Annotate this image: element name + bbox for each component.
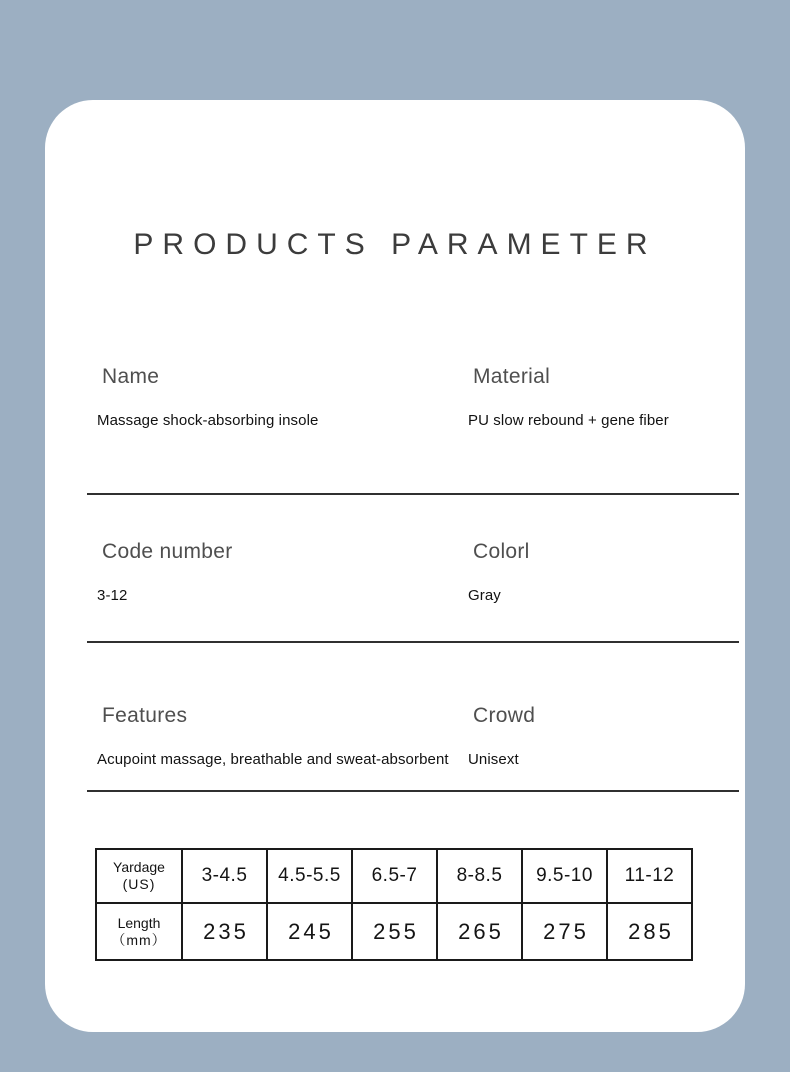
- field-crowd: [468, 703, 743, 770]
- length-cell: 265: [437, 903, 522, 960]
- field-features-value: Acupoint massage, breathable and sweat-absorbent: [97, 751, 449, 768]
- yardage-cell: 8-8.5: [437, 849, 522, 903]
- field-material-value: PU slow rebound + gene fiber: [468, 412, 669, 429]
- size-table-yardage-header: Yardage (US): [96, 849, 182, 903]
- yardage-cell: 6.5-7: [352, 849, 437, 903]
- length-cell: 245: [267, 903, 352, 960]
- length-cell: 255: [352, 903, 437, 960]
- size-table: [95, 848, 693, 961]
- page-title: PRODUCTS PARAMETER: [133, 228, 657, 261]
- size-table-yardage-row: [96, 849, 692, 903]
- yardage-cell: 4.5-5.5: [267, 849, 352, 903]
- field-color-value: Gray: [468, 587, 501, 604]
- field-features-label: Features: [102, 704, 188, 727]
- field-material: [468, 364, 743, 431]
- divider-3: [87, 790, 739, 792]
- field-code-number: [97, 539, 462, 606]
- product-parameter-card: [45, 100, 745, 1032]
- yardage-cell: 9.5-10: [522, 849, 607, 903]
- length-cell: 275: [522, 903, 607, 960]
- field-material-label: Material: [473, 365, 551, 388]
- yardage-cell: 3-4.5: [182, 849, 267, 903]
- divider-1: [87, 493, 739, 495]
- field-name: [97, 364, 462, 431]
- field-crowd-label: Crowd: [473, 704, 536, 727]
- field-name-value: Massage shock-absorbing insole: [97, 412, 319, 429]
- length-cell: 285: [607, 903, 692, 960]
- field-code-number-value: 3-12: [97, 587, 128, 604]
- field-crowd-value: Unisext: [468, 751, 519, 768]
- size-table-length-row: [96, 903, 692, 960]
- yardage-cell: 11-12: [607, 849, 692, 903]
- size-table-length-header: Length （mm）: [96, 903, 182, 960]
- field-color: [468, 539, 743, 606]
- field-color-label: Colorl: [473, 540, 530, 563]
- length-cell: 235: [182, 903, 267, 960]
- divider-2: [87, 641, 739, 643]
- field-name-label: Name: [102, 365, 160, 388]
- field-features: [97, 703, 462, 770]
- field-code-number-label: Code number: [102, 540, 233, 563]
